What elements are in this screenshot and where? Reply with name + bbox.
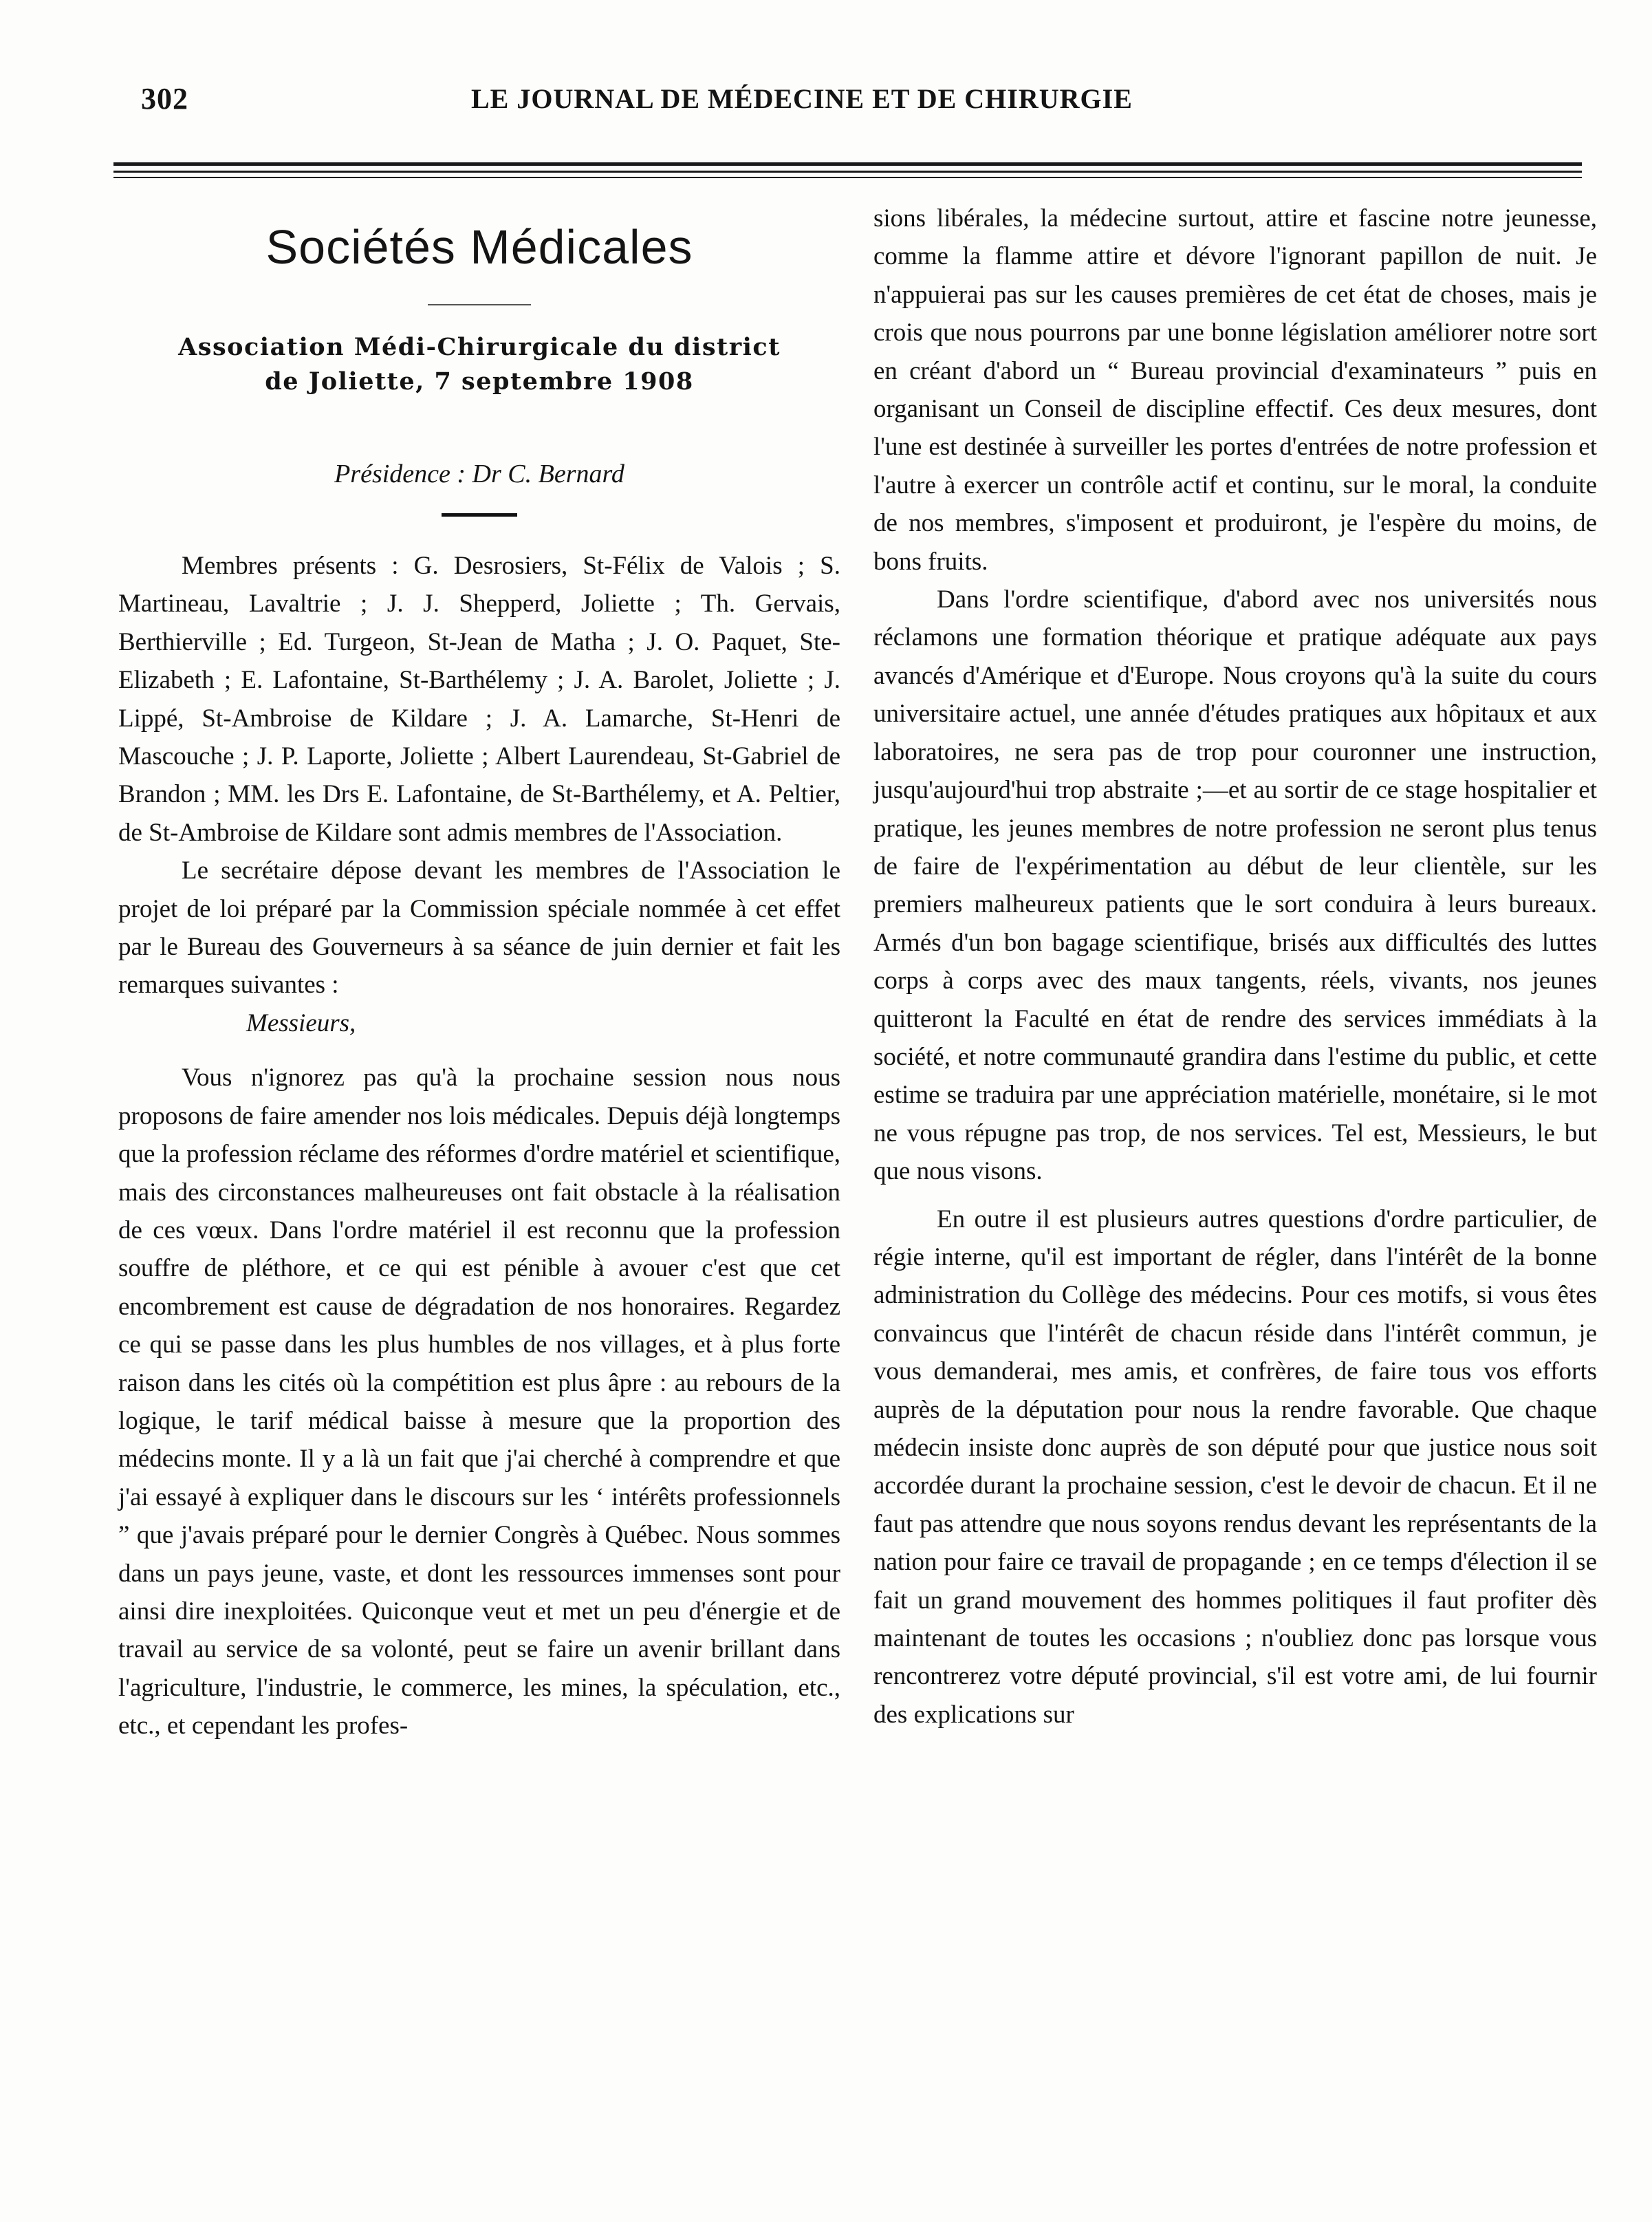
association-title xyxy=(118,330,840,399)
speech-paragraph-scientific: Dans l'ordre scientifique, d'abord avec nos universités nous réclamons une formation théorique et pratique adéquate aux pays avancés d'Amérique et d'Europe. Nous croyons qu'à la suite du cours universitaire actuel, une année d'études pratiques aux hôpitaux et aux laboratoires, ne sera pas de trop pour couronner une instruction, jusqu'aujourd'hui trop abstraite ;—et au sortir de ce stage hospitalier et pratique, les jeunes membres de notre profession ne seront plus tenus de faire de l'expérimentation au début de leur clientèle, sur les premiers malheureux patients que le sort conduira à leurs bureaux. Armés d'un bon bagage scientifique, brisés aux difficultés des luttes corps à corps avec des maux tangents, réels, vivants, nos jeunes quitteront la Faculté en état de rendre des services immédiats à la société, et notre communauté grandira dans l'estime du public, et cette estime se traduira par une appréciation matérielle, monétaire, si le mot ne vous répugne pas trop, de nos services. Tel est, Messieurs, le but que nous visons. xyxy=(873,585,1597,1186)
right-column xyxy=(873,199,1597,1734)
header-rule-middle xyxy=(113,171,1582,173)
page-header xyxy=(141,81,1506,136)
association-title-line-2: de Joliette, 7 septembre 1908 xyxy=(265,367,694,396)
presidence-divider xyxy=(442,513,517,517)
speech-paragraph-other-questions: En outre il est plusieurs autres questions d'ordre particulier, de régie interne, qu'il est important de régler, dans l'intérêt de la bonne administration du Collège des médecins. Pour ces motifs, si vous êtes convaincus que l'intérêt de chacun réside dans l'intérêt commun, je vous demanderai, mes amis, et confrères, de faire tous vos efforts auprès de la députation pour nous la rendre favorable. Que chaque médecin insiste donc auprès de son député pour que justice nous soit accordée durant la prochaine session, c'est le devoir de chacun. Et il ne faut pas attendre que nous soyons rendus devant les représentants de la nation pour faire ce travail de propagande ; en ce temps d'élection il se fait un grand mouvement des hommes politiques il faut profiter dès maintenant de toutes les occasions ; n'oubliez donc pas lorsque vous rencontrerez votre député provincial, s'il est votre ami, de lui fournir des explications sur xyxy=(873,1205,1597,1729)
header-rule-thin xyxy=(113,177,1582,178)
presidence-line: Présidence : Dr C. Bernard xyxy=(334,460,624,488)
section-title: Sociétés Médicales xyxy=(265,220,693,274)
left-column xyxy=(118,199,840,1745)
speech-paragraph-continued: sions libérales, la médecine surtout, attire et fascine notre jeunesse, comme la flamme attire et dévore l'ignorant papillon de nuit. Je n'appuierai pas sur les causes premières de cet état de choses, mais je crois que nous pourrons par une bonne législation améliorer notre sort en créant d'abord un “ Bureau provincial d'examinateurs ” puis en organisant un Conseil de discipline effectif. Ces deux mesures, dont l'une est destinée à surveiller les portes d'entrées de notre profession et l'autre à exercer un contrôle actif et continu, sur le moral, la conduite de nos membres, s'imposent et produiront, je l'espère du moins, de bons fruits. xyxy=(873,204,1597,576)
journal-title: LE JOURNAL DE MÉDECINE ET DE CHIRURGIE xyxy=(471,83,1133,114)
secretary-paragraph: Le secrétaire dépose devant les membres de l'Association le projet de loi préparé par la Commission spéciale nommée à cet effet par le Bureau des Gouverneurs à sa séance de juin dernier et fait les remarques suivantes : xyxy=(118,856,840,1000)
salutation: Messieurs, xyxy=(246,1008,356,1037)
title-divider xyxy=(428,304,531,305)
page-number: 302 xyxy=(141,82,188,116)
association-title-line-1: Association Médi-Chirurgicale du district xyxy=(178,333,781,361)
header-rule-thick xyxy=(113,162,1582,166)
members-paragraph: Membres présents : G. Desrosiers, St-Félix de Valois ; S. Martineau, Lavaltrie ; J. J. Shepperd, Joliette ; Th. Gervais, Berthierville ; Ed. Turgeon, St-Jean de Matha ; J. O. Paquet, Ste-Elizabeth ; E. Lafontaine, St-Barthélemy ; J. A. Barolet, Joliette ; J. Lippé, St-Ambroise de Kildare ; J. A. Lamarche, St-Henri de Mascouche ; J. P. Laporte, Joliette ; Albert Laurendeau, St-Gabriel de Brandon ; MM. les Drs E. Lafontaine, de St-Barthélemy, et A. Peltier, de St-Ambroise de Kildare sont admis membres de l'Association. xyxy=(118,552,840,847)
speech-paragraph-1: Vous n'ignorez pas qu'à la prochaine session nous nous proposons de faire amender nos lois médicales. Depuis déjà longtemps que la profession réclame des réformes d'ordre matériel et scientifique, mais des circonstances malheureuses ont fait obstacle à la réalisation de ces vœux. Dans l'ordre matériel il est reconnu que la profession souffre de pléthore, et ce qui est pénible à avouer c'est que cet encombrement est cause de dégradation de nos honoraires. Regardez ce qui se passe dans les plus humbles de nos villages, et à plus forte raison dans les cités où la compétition est plus âpre : au rebours de la logique, le tarif médical baisse à mesure que la proportion des médecins monte. Il y a là un fait que j'ai cherché à comprendre et que j'ai essayé à expliquer dans le discours sur les ‘ intérêts professionnels ” que j'avais préparé pour le dernier Congrès à Québec. Nous sommes dans un pays jeune, vaste, et dont les ressources immenses sont pour ainsi dire inexploitées. Quiconque veut et met un peu d'énergie et de travail au service de sa volonté, peut se faire un avenir brillant dans l'agriculture, l'industrie, le commerce, les mines, la spéculation, etc., etc., et cependant les profes- xyxy=(118,1064,840,1740)
